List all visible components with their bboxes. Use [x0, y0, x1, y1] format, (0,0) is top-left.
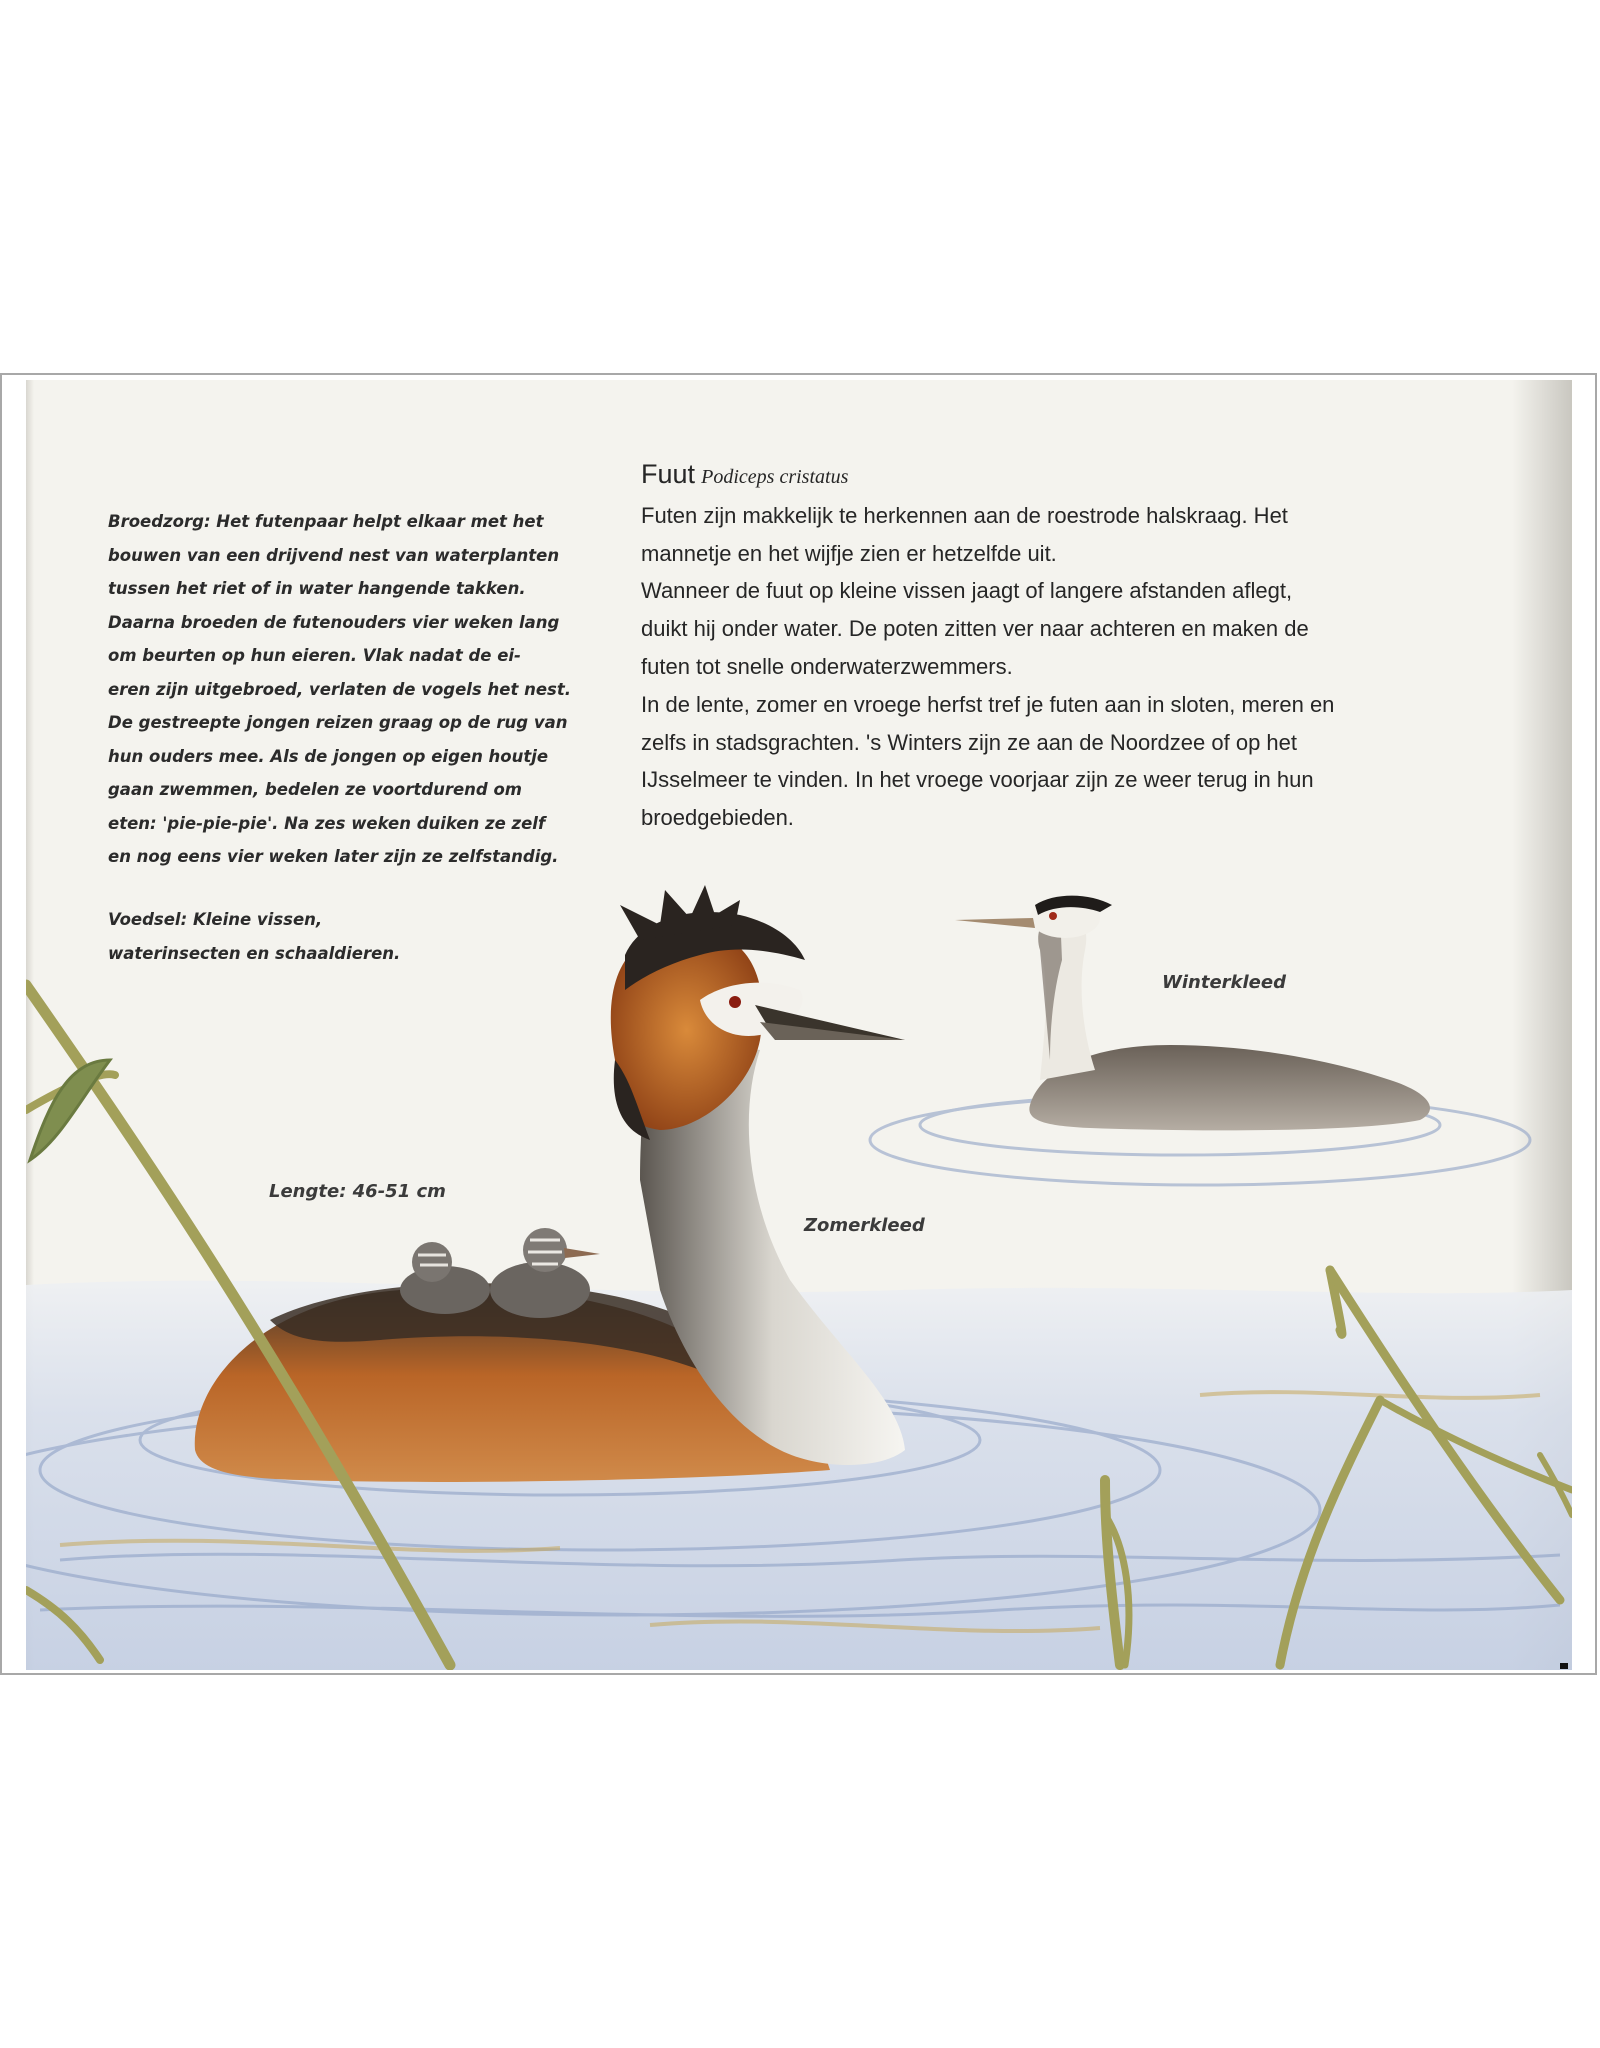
- food-label: Voedsel:: [108, 910, 188, 929]
- scientific-name: Podiceps cristatus: [701, 466, 849, 488]
- breeding-line: gaan zwemmen, bedelen ze voortdurend om: [108, 780, 522, 799]
- species-title: Fuut: [641, 459, 696, 489]
- breeding-line: bouwen van een drijvend nest van waterplanten: [108, 545, 560, 565]
- food-line: waterinsecten en schaaldieren.: [108, 943, 401, 963]
- article-line: In de lente, zomer en vroege herfst tref je futen aan in sloten, meren en: [641, 691, 1335, 717]
- breeding-line: hun ouders mee. Als de jongen op eigen houtje: [108, 746, 549, 766]
- article-line: mannetje en het wijfje zien er hetzelfde uit.: [641, 540, 1057, 566]
- breeding-line: Daarna broeden de futenouders vier weken lang: [108, 612, 560, 632]
- breeding-line: De gestreepte jongen reizen graag op de rug van: [108, 713, 568, 732]
- article-line: futen tot snelle onderwaterzwemmers.: [641, 653, 1013, 679]
- caption-winter-plumage: Winterkleed: [1162, 972, 1286, 993]
- article-line: Futen zijn makkelijk te herkennen aan de roestrode halskraag. Het: [641, 502, 1288, 528]
- breeding-line: om beurten op hun eieren. Vlak nadat de ei-: [108, 646, 521, 665]
- article-line: zelfs in stadsgrachten. 's Winters zijn ze aan de Noordzee of op het: [641, 729, 1297, 755]
- caption-summer-plumage: Zomerkleed: [804, 1215, 925, 1236]
- species-article: [641, 456, 1521, 837]
- food-section: [108, 903, 468, 970]
- corner-mark: [1560, 1663, 1568, 1669]
- breeding-section: [108, 505, 628, 874]
- chicks: [400, 1228, 600, 1318]
- breeding-line: en nog eens vier weken later zijn ze zelfstandig.: [108, 847, 559, 866]
- winter-grebe: [955, 896, 1430, 1131]
- breeding-line: eren zijn uitgebroed, verlaten de vogels het nest.: [108, 679, 571, 699]
- breeding-line: tussen het riet of in water hangende takken.: [108, 579, 526, 598]
- breeding-line: [108, 505, 628, 539]
- breeding-text: Het futenpaar helpt elkaar met het: [216, 512, 544, 531]
- article-line: IJsselmeer te vinden. In het vroege voorjaar zijn ze weer terug in hun: [641, 767, 1314, 793]
- food-line: [108, 903, 468, 937]
- article-line: broedgebieden.: [641, 805, 794, 831]
- caption-length: Lengte: 46-51 cm: [269, 1181, 446, 1202]
- food-text: Kleine vissen,: [192, 910, 323, 929]
- article-line: duikt hij onder water. De poten zitten ver naar achteren en maken de: [641, 616, 1309, 642]
- breeding-line: eten: 'pie-pie-pie'. Na zes weken duiken ze zelf: [108, 813, 546, 833]
- breeding-label: Broedzorg:: [108, 512, 211, 531]
- article-heading: [641, 456, 1521, 497]
- article-line: Wanneer de fuut op kleine vissen jaagt of langere afstanden aflegt,: [641, 578, 1293, 604]
